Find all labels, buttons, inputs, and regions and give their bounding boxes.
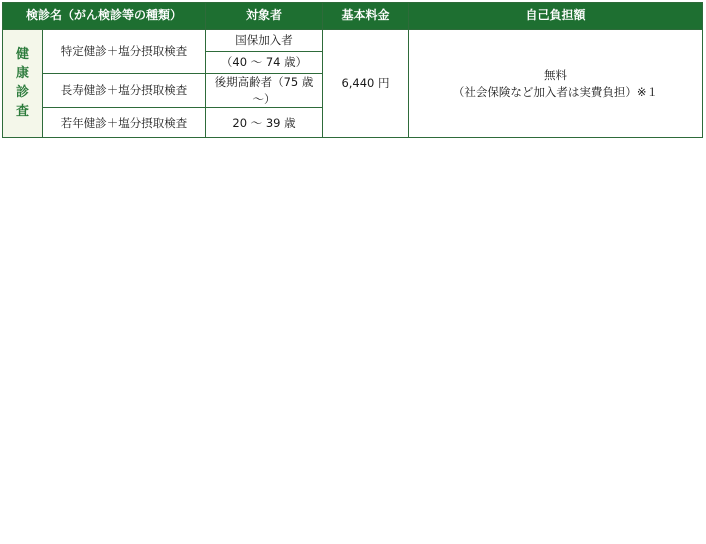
self-pay: 無料 （社会保険など加入者は実費負担）※１ [409, 30, 703, 138]
header-target: 対象者 [206, 3, 323, 30]
header-base-fee: 基本料金 [323, 3, 409, 30]
exam-name: 特定健診＋塩分摂取検査 [43, 30, 206, 74]
table-row [3, 30, 703, 52]
exam-name: 若年健診＋塩分摂取検査 [43, 108, 206, 138]
health-check-side-label: 健 康 診 査 [3, 30, 43, 138]
target: 20 ～ 39 歳 [206, 108, 323, 138]
target: （40 ～ 74 歳） [206, 52, 323, 74]
exam-name: 長寿健診＋塩分摂取検査 [43, 74, 206, 108]
exam-fee-table [2, 2, 703, 138]
target: 後期高齢者（75 歳～） [206, 74, 323, 108]
header-row [3, 3, 703, 30]
header-exam-name: 検診名（がん検診等の種類） [3, 3, 206, 30]
target: 国保加入者 [206, 30, 323, 52]
header-self-pay: 自己負担額 [409, 3, 703, 30]
base-fee: 6,440 円 [323, 30, 409, 138]
